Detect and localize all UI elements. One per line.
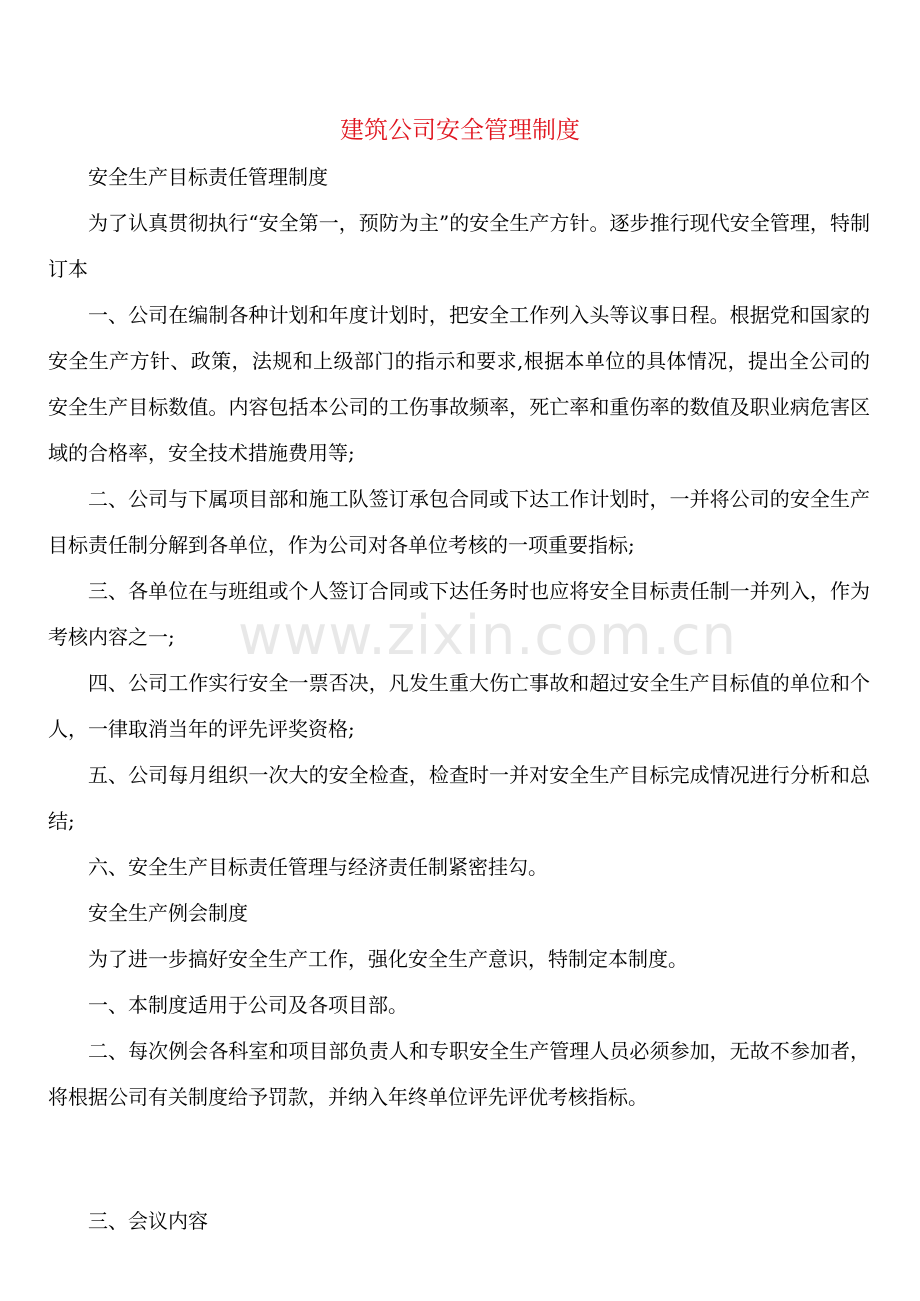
paragraph: 为了进一步搞好安全生产工作，强化安全生产意识，特制定本制度。 (88, 947, 688, 971)
paragraph: 安全生产例会制度 (88, 901, 248, 925)
paragraph: 二、每次例会各科室和项目部负责人和专职安全生产管理人员必须参加，无故不参加者，将根据公司有关制度给予罚款，并纳入年终单位评先评优考核指标。 (48, 1039, 870, 1109)
paragraph: 三、会议内容 (88, 1209, 208, 1233)
paragraph: 为了认真贯彻执行“安全第一，预防为主”的安全生产方针。逐步推行现代安全管理，特制订本 (48, 211, 870, 281)
document-body (48, 154, 870, 1244)
paragraph: 四、公司工作实行安全一票否决，凡发生重大伤亡事故和超过安全生产目标值的单位和个人，一律取消当年的评先评奖资格; (48, 671, 870, 741)
paragraph-gap (48, 1120, 870, 1198)
paragraph: 一、公司在编制各种计划和年度计划时，把安全工作列入头等议事日程。根据党和国家的安全生产方针、政策，法规和上级部门的指示和要求,根据本单位的具体情况，提出全公司的安全生产目标数值。内容包括本公司的工伤事故频率，死亡率和重伤率的数值及职业病危害区域的合格率，安全技术措施费用等; (48, 303, 870, 465)
paragraph: 二、公司与下属项目部和施工队签订承包合同或下达工作计划时，一并将公司的安全生产目标责任制分解到各单位，作为公司对各单位考核的一项重要指标; (48, 487, 870, 557)
paragraph: 一、本制度适用于公司及各项目部。 (88, 993, 408, 1017)
paragraph: 安全生产目标责任管理制度 (88, 165, 328, 189)
paragraph: 三、各单位在与班组或个人签订合同或下达任务时也应将安全目标责任制一并列入，作为考核内容之一; (48, 579, 870, 649)
paragraph: 六、安全生产目标责任管理与经济责任制紧密挂勾。 (88, 855, 548, 879)
watermark: www.zixin.com.cn (238, 604, 737, 667)
paragraph: 五、公司每月组织一次大的安全检查，检查时一并对安全生产目标完成情况进行分析和总结; (48, 763, 870, 833)
document-title: 建筑公司安全管理制度 (340, 116, 580, 144)
